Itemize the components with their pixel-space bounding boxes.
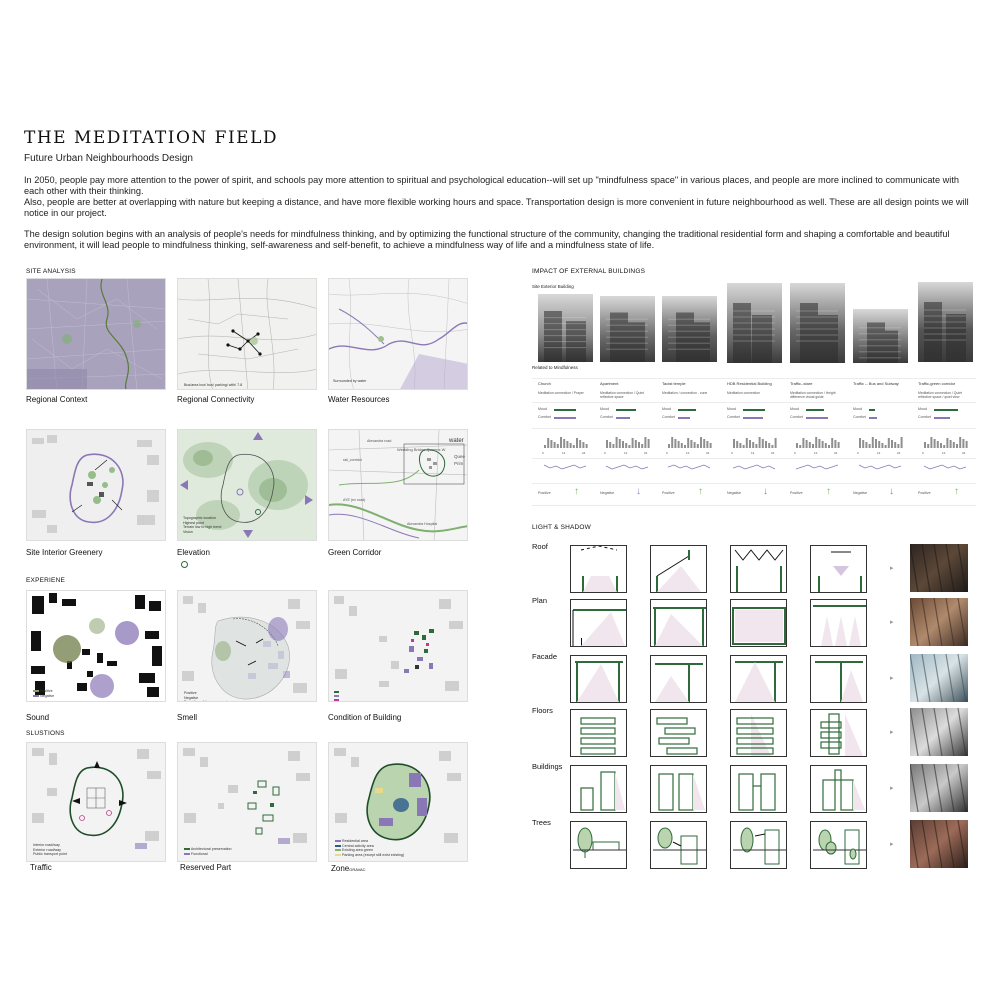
time-tick: 24 <box>644 451 648 455</box>
time-tick: 24 <box>771 451 775 455</box>
building-photo <box>853 309 908 363</box>
building-subtext: Meditation connection / Quiet reflective space / quiet view <box>918 391 962 399</box>
light-shadow-diagram <box>810 709 867 757</box>
regional-context-map <box>26 278 166 390</box>
building-name: Taoist temple <box>662 381 686 386</box>
solutions-heading: SLUSTIONS <box>26 730 65 737</box>
time-tick: 24 <box>706 451 710 455</box>
metric-label: Comfort <box>790 415 803 419</box>
divider <box>532 402 976 403</box>
arrow-up-icon: ↑ <box>698 486 703 497</box>
occupancy-histogram <box>602 434 654 452</box>
sound-legend-negative: Negative <box>40 694 55 698</box>
building-subtext: Meditation connection <box>727 391 760 395</box>
building-name: Traffic--stare <box>790 381 813 386</box>
arrow-right-icon: ▸ <box>890 729 894 736</box>
metric-label: Mood <box>853 407 862 411</box>
impact-heading: IMPACT OF EXTERNAL BUILDINGS <box>532 268 646 275</box>
light-shadow-diagram <box>730 765 787 813</box>
arrow-up-icon: ↑ <box>826 486 831 497</box>
effect-label: Negative <box>853 491 868 495</box>
building-photo <box>600 296 655 362</box>
corridor-label: Quee <box>454 454 466 459</box>
caption-condition-of-building: Condition of Building <box>328 713 402 722</box>
divider <box>532 458 976 459</box>
arrow-down-icon: ↓ <box>636 486 641 497</box>
effect-label: Positive <box>918 491 931 495</box>
related-mindfulness-label: Related to Mindfulness <box>532 365 578 370</box>
time-tick: 12 <box>686 451 690 455</box>
mood-trend-line <box>664 460 716 474</box>
building-name: Apartment <box>600 381 619 386</box>
building-photo <box>538 294 593 362</box>
divider <box>532 428 976 429</box>
light-shadow-diagram <box>570 599 627 647</box>
sound-legend-positive: Positive <box>40 689 53 693</box>
arrow-down-icon: ↓ <box>889 486 894 497</box>
corridor-label: rail_corridor <box>343 458 362 462</box>
light-shadow-diagram <box>570 655 627 703</box>
light-shadow-diagram <box>570 545 627 593</box>
caption-traffic: Traffic <box>30 863 52 872</box>
elevation-legend-item: Vision <box>183 529 193 534</box>
building-photo <box>662 296 717 362</box>
metric-label: Mood <box>790 407 799 411</box>
comfort-bar <box>678 417 690 419</box>
traffic-map <box>26 742 166 862</box>
time-tick: 24 <box>834 451 838 455</box>
light-shadow-diagram <box>650 545 707 593</box>
connectivity-legend: Bus/area box/ bus/ parking/ with/ 7.8 <box>184 383 243 387</box>
corridor-label: water <box>449 438 464 444</box>
site-analysis-heading: SITE ANALYSIS <box>26 268 76 275</box>
mood-bar <box>616 409 636 411</box>
light-shadow-diagram <box>650 599 707 647</box>
light-shadow-diagram <box>650 821 707 869</box>
light-shadow-diagram <box>810 821 867 869</box>
time-tick: 0 <box>666 451 668 455</box>
light-shadow-diagram <box>810 599 867 647</box>
arrow-up-icon: ↑ <box>574 486 579 497</box>
reserved-legend <box>184 847 232 856</box>
time-tick: 0 <box>922 451 924 455</box>
building-name: Traffic -- Bus and Subway <box>853 381 899 386</box>
smell-legend-item: Negative <box>184 695 199 700</box>
metric-label: Mood <box>727 407 736 411</box>
elevation-legend <box>183 516 221 534</box>
experience-heading: EXPERIENE <box>26 577 66 584</box>
zone-legend-item: Central activity area <box>342 843 374 848</box>
building-subtext: Meditation connection / Quiet reflective space <box>600 391 644 399</box>
occupancy-histogram <box>729 434 781 452</box>
zone-legend-item: Parking area (except still exist existing) <box>342 852 405 857</box>
page-title: THE MEDITATION FIELD <box>24 128 279 148</box>
elevation-legend-item: Terrain low to high trend <box>183 525 222 529</box>
metric-label: Comfort <box>538 415 551 419</box>
intro-paragraph-1: In 2050, people pay more attention to the power of spirit, and schools pay more attention to spiritual and psychological education--will set up "mindfulness space" in various places, and people are more inclined to communicate with each other with their thinking. <box>24 175 959 196</box>
intro-paragraph-2: Also, people are better at overlapping with nature but keeping a distance, and have more flexible working hours and space. Transportation design is more convenient in future neighbourhood as well. These are all design points we will notice in our project. <box>24 197 969 218</box>
condition-of-building-map <box>328 590 468 702</box>
occupancy-histogram <box>920 434 972 452</box>
mood-trend-line <box>792 460 844 474</box>
occupancy-histogram <box>664 434 716 452</box>
metric-label: Mood <box>918 407 927 411</box>
caption-reserved-part: Reserved Part <box>180 863 232 872</box>
mood-bar <box>554 409 576 411</box>
site-exterior-label: Site Exterior Building <box>532 284 574 289</box>
time-tick: 12 <box>751 451 755 455</box>
time-tick: 0 <box>542 451 544 455</box>
mood-bar <box>934 409 958 411</box>
effect-label: Negative <box>600 491 615 495</box>
light-shadow-photo <box>910 708 968 756</box>
smell-map <box>177 590 317 702</box>
light-shadow-heading: LIGHT & SHADOW <box>532 524 592 531</box>
zone-legend-item: Existing area green <box>342 848 373 852</box>
time-tick: 24 <box>897 451 901 455</box>
light-shadow-diagram <box>650 655 707 703</box>
effect-label: Positive <box>790 491 803 495</box>
occupancy-histogram <box>855 434 907 452</box>
mood-trend-line <box>855 460 907 474</box>
light-shadow-diagram <box>730 709 787 757</box>
time-tick: 12 <box>877 451 881 455</box>
reserved-legend-item: Architectural preservation <box>190 847 232 851</box>
arrow-right-icon: ▸ <box>890 785 894 792</box>
time-tick: 0 <box>604 451 606 455</box>
light-shadow-row-label: Plan <box>532 596 548 605</box>
time-tick: 12 <box>942 451 946 455</box>
regional-connectivity-map <box>177 278 317 390</box>
time-tick: 12 <box>562 451 566 455</box>
mood-bar <box>869 409 875 411</box>
light-shadow-photo <box>910 764 968 812</box>
corridor-label: Wedding Bridge Queens W <box>397 447 446 452</box>
elevation-legend-item: Highest point <box>183 520 204 525</box>
corridor-label: Alexandra Hospital <box>407 522 438 526</box>
light-shadow-diagram <box>810 765 867 813</box>
building-subtext: Meditation connection / Prayer <box>538 391 584 395</box>
comfort-bar <box>934 417 950 419</box>
caption-regional-connectivity: Regional Connectivity <box>177 395 255 404</box>
light-shadow-diagram <box>570 821 627 869</box>
comfort-bar <box>869 417 877 419</box>
site-interior-greenery-map <box>26 429 166 541</box>
building-name: Traffic-green corridor <box>918 381 956 386</box>
light-shadow-diagram <box>570 709 627 757</box>
mood-bar <box>743 409 765 411</box>
elevation-map <box>177 429 317 541</box>
light-shadow-diagram <box>730 545 787 593</box>
effect-label: Negative <box>727 491 742 495</box>
arrow-right-icon: ▸ <box>890 675 894 682</box>
metric-label: Comfort <box>853 415 866 419</box>
effect-label: Positive <box>538 491 551 495</box>
page-subtitle: Future Urban Neighbourhoods Design <box>24 153 193 164</box>
building-subtext: Meditation / connection - zone <box>662 391 708 395</box>
mood-trend-line <box>729 460 781 474</box>
caption-elevation: Elevation <box>177 548 210 557</box>
reserved-part-map <box>177 742 317 862</box>
arrow-up-icon: ↑ <box>954 486 959 497</box>
light-shadow-diagram <box>810 545 867 593</box>
arrow-right-icon: ▸ <box>890 841 894 848</box>
caption-green-corridor: Green Corridor <box>328 548 382 557</box>
corridor-label: AYE (ex road) <box>343 498 366 502</box>
light-shadow-diagram <box>730 599 787 647</box>
building-photo <box>790 283 845 363</box>
elevation-legend-item: Topographic location <box>183 516 216 520</box>
smell-legend-item: Transition of the mass center <box>184 700 231 702</box>
corridor-label: Alexandra road <box>367 439 392 443</box>
smell-legend <box>184 691 230 702</box>
caption-site-interior-greenery: Site Interior Greenery <box>26 548 103 557</box>
metric-label: Comfort <box>918 415 931 419</box>
mood-trend-line <box>920 460 972 474</box>
divider <box>532 505 976 506</box>
traffic-legend-item: Public transport point <box>33 852 67 856</box>
mood-bar <box>806 409 824 411</box>
building-photo <box>918 282 973 362</box>
light-shadow-photo <box>910 544 968 592</box>
divider <box>532 378 976 379</box>
mood-trend-line <box>540 460 592 474</box>
mood-bar <box>678 409 696 411</box>
divider <box>532 483 976 484</box>
caption-water-resources: Water Resources <box>328 395 390 404</box>
building-photo <box>727 283 782 363</box>
time-tick: 0 <box>857 451 859 455</box>
time-tick: 24 <box>582 451 586 455</box>
light-shadow-diagram <box>730 655 787 703</box>
light-shadow-diagram <box>810 655 867 703</box>
water-legend: Surrounded by water <box>333 379 367 383</box>
metric-label: Comfort <box>600 415 613 419</box>
metric-label: Comfort <box>662 415 675 419</box>
light-shadow-diagram <box>570 765 627 813</box>
metric-label: Mood <box>538 407 547 411</box>
comfort-bar <box>743 417 763 419</box>
time-tick: 0 <box>731 451 733 455</box>
smell-legend-item: Positive <box>184 691 197 695</box>
light-shadow-photo <box>910 598 968 646</box>
time-tick: 12 <box>624 451 628 455</box>
sound-map <box>26 590 166 702</box>
reserved-legend-item: Functional <box>191 851 208 856</box>
light-shadow-diagram <box>650 765 707 813</box>
arrow-down-icon: ↓ <box>763 486 768 497</box>
comfort-bar <box>616 417 630 419</box>
corridor-label: Prim <box>454 461 464 466</box>
caption-regional-context: Regional Context <box>26 395 88 404</box>
traffic-legend-item: Interior road/way <box>33 843 60 847</box>
water-resources-map <box>328 278 468 390</box>
metric-label: Mood <box>600 407 609 411</box>
metric-label: Mood <box>662 407 671 411</box>
metric-label: Comfort <box>727 415 740 419</box>
light-shadow-row-label: Roof <box>532 542 548 551</box>
zone-map <box>328 742 468 862</box>
light-shadow-photo <box>910 820 968 868</box>
time-tick: 0 <box>794 451 796 455</box>
light-shadow-diagram <box>730 821 787 869</box>
light-shadow-row-label: Trees <box>532 818 551 827</box>
comfort-bar <box>554 417 576 419</box>
effect-label: Positive <box>662 491 675 495</box>
intro-paragraph-3: The design solution begins with an analysis of people's needs for mindfulness thinking, and by optimizing the functional structure of the community, changing the traditional residential form and shaping a comfortable and beautiful environment, it will lead people to mindfulness thinking, self-awareness and self-benefit, to achieve a mindfulness way of life and a mindfulness state of life. <box>24 229 950 250</box>
zone-caption-suffix: GRAVAC <box>349 867 366 872</box>
traffic-legend-item: Exterior road/way <box>33 847 61 852</box>
zone-legend <box>335 839 404 857</box>
traffic-legend <box>33 843 67 857</box>
light-shadow-photo <box>910 654 968 702</box>
caption-sound: Sound <box>26 713 50 722</box>
light-shadow-row-label: Floors <box>532 706 553 715</box>
sound-legend <box>33 689 54 699</box>
building-name: HDB Residential Building <box>727 381 772 386</box>
occupancy-histogram <box>540 434 592 452</box>
arrow-right-icon: ▸ <box>890 565 894 572</box>
arrow-right-icon: ▸ <box>890 619 894 626</box>
zone-legend-item: Residential area <box>342 839 368 843</box>
light-shadow-row-label: Buildings <box>532 762 563 771</box>
light-shadow-diagram <box>650 709 707 757</box>
caption-smell: Smell <box>177 713 198 722</box>
time-tick: 24 <box>962 451 966 455</box>
light-shadow-row-label: Facade <box>532 652 558 661</box>
building-name: Church <box>538 381 551 386</box>
mood-trend-line <box>602 460 654 474</box>
zone-caption-text: Zone <box>331 864 350 873</box>
compass-icon <box>181 561 188 568</box>
occupancy-histogram <box>792 434 844 452</box>
green-corridor-map <box>328 429 468 541</box>
building-subtext: Meditation connection / Height difference visual guide <box>790 391 836 399</box>
caption-zone <box>331 864 366 873</box>
comfort-bar <box>806 417 828 419</box>
time-tick: 12 <box>814 451 818 455</box>
